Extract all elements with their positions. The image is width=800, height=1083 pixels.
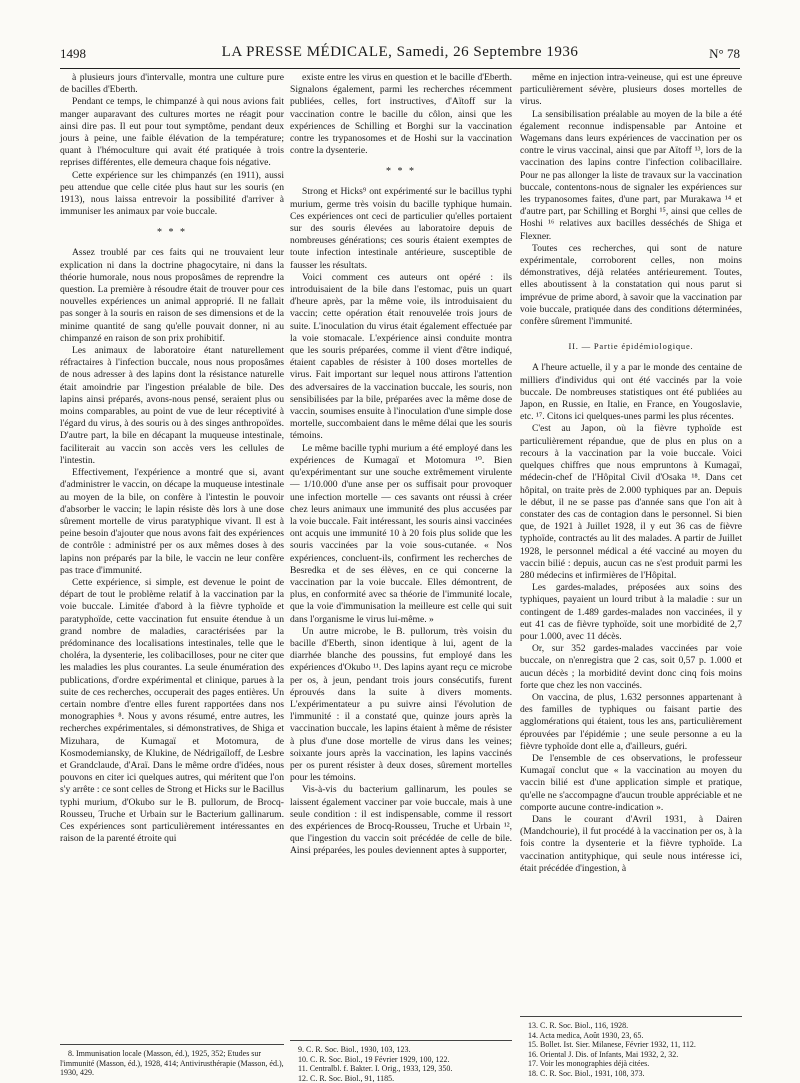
- column-3: [520, 72, 742, 875]
- page-header: [60, 44, 740, 69]
- footnote: 11. Centralbl. f. Bakter. I. Orig., 1933, 129, 350.: [290, 1064, 512, 1074]
- paragraph: Strong et Hicks⁹ ont expérimenté sur le bacillus typhi murium, germe très voisin du bacille typhique humain. Ces expériences ont ceci de particulier qu'elles portaient sur des souris élevées au laboratoire depuis de nombreuses générations; ces souris étaient exemptes de toute infection intestinale antérieure, susceptible de fausser les résultats.: [290, 186, 512, 271]
- page-number: 1498: [60, 46, 86, 62]
- footnote: 15. Bollet. Ist. Sier. Milanese, Février 1932, 11, 112.: [520, 1040, 742, 1050]
- footnote: 17. Voir les monographies déjà citées.: [520, 1059, 742, 1069]
- paragraph: existe entre les virus en question et le bacille d'Eberth. Signalons également, parmi les recherches récemment publiées, celles, fort instructives, d'Aïtoff sur la vaccination contre le bacille du côlon, ainsi que les expériences de Schilling et Borghi sur la vaccination contre les trypanosomes et de Hoshi sur la vaccination contre la dysenterie.: [290, 72, 512, 157]
- column-2: [290, 72, 512, 858]
- column-1: [60, 72, 284, 845]
- paragraph: Cette expérience, si simple, est devenue le point de départ de tout le problème relatif à la vaccination par la voie buccale. Limitée d'abord à la fièvre typhoïde et paratyphoïde, cette vaccination fut ensuite étendue à un grand nombre de maladies, caractérisées par la prédominance des localisations intestinales, telle que le choléra, la dysenterie, les colibacilloses, pour ne citer que les maladies les plus courantes. La seule énumération des publications, d'ordre expérimental et clinique, parues à la suite de ces recherches, occuperait des pages entières. Un certain nombre d'entre elles furent rapportées dans nos monographies ⁸. Nous y avons résumé, entre autres, les recherches expérimentales, si démonstratives, de Shiga et Mizuhara, de Kumagaï et Motomura, de Kosmodemiansky, de Klukine, de Nédrigaïloff, de Lesbre et Grandclaude, d'Araï. Dans le même ordre d'idées, nous pouvons en citer ici quelques autres, qui méritent que l'on s'y arrête : ce sont celles de Strong et Hicks sur le Bacillus typhi murium, d'Okubo sur le B. pullorum, de Brocq-Rousseu, Truche et Urbain sur le Bacterium gallinarum. Ces expériences sont particulièrement intéressantes en raison de la parenté étroite qui: [60, 577, 284, 845]
- footnotes-col-3: [520, 1016, 742, 1078]
- paragraph: De l'ensemble de ces observations, le professeur Kumagaï conclut que « la vaccination au moyen du vaccin bilié est d'une application simple et pratique, qu'elle ne s'accompagne d'aucun trouble appréciable et ne comporte aucune contre-indication ».: [520, 753, 742, 814]
- paragraph: On vaccina, de plus, 1.632 personnes appartenant à des familles de typhiques ou faisant partie des agglomérations qui étaient, tous les ans, particulièrement éprouvées par l'épidémie ; une seule personne a eu la fièvre typhoïde dont elle a, d'ailleurs, guéri.: [520, 692, 742, 753]
- section-separator: * * *: [290, 167, 512, 176]
- paragraph: à plusieurs jours d'intervalle, montra une culture pure de bacilles d'Eberth.: [60, 72, 284, 96]
- paragraph: Le même bacille typhi murium a été employé dans les expériences de Kumagaï et Motomura ¹⁰. Bien qu'expérimentant sur une souche extrêmement virulente — 1/10.000 d'une anse per os suffisait pour provoquer une infection mortelle — ces savants ont réussi à créer chez leurs animaux une immunité des plus accusées par la voie buccale. Fait intéressant, les souris ainsi vaccinées ont acquis une immunité 10 à 20 fois plus solide que les souris vaccinées par la voie sous-cutanée. « Nos expériences, concluent-ils, confirment les recherches de Besredka et de ses élèves, en ce qui concerne la vaccination par la voie buccale. Elles démontrent, de plus, en conformité avec sa théorie de l'immunité locale, que la voie d'immunisation la meilleure est celle qui suit dans l'organisme le virus lui-même. »: [290, 443, 512, 626]
- section-heading: II. — Partie épidémiologique.: [520, 340, 742, 352]
- paragraph: Assez troublé par ces faits qui ne trouvaient leur explication ni dans la doctrine phagocytaire, ni dans la théorie humorale, nous nous proposâmes de reprendre la question. La première à résoudre était de trouver pour ces nouvelles expériences un animal approprié. Il ne fallait pas songer à la souris en raison de ses dimensions et de la minime quantité de sang qu'elle pouvait donner, ni au chimpanzé en raison de son prix prohibitif.: [60, 247, 284, 345]
- paragraph: Effectivement, l'expérience a montré que si, avant d'administrer le vaccin, on décape la muqueuse intestinale au moyen de la bile, on confère à l'intestin le pouvoir d'absorber le vaccin; le lapin résiste dès lors à une dose sûrement mortelle de virus paratyphique vivant. Il est à peine besoin d'ajouter que nous avons fait des expériences de contrôle : administré per os aux mêmes doses à des lapins non préparés par la bile, le vaccin ne leur confère pas trace d'immunité.: [60, 467, 284, 577]
- footnote: 9. C. R. Soc. Biol., 1930, 103, 123.: [290, 1045, 512, 1055]
- paragraph: Or, sur 352 gardes-malades vaccinées par voie buccale, on n'enregistra que 2 cas, soit 0,57 p. 1.000 et aucun décès ; la morbidité devint donc cinq fois moins forte que chez les non vaccinés.: [520, 643, 742, 692]
- footnotes-col-1: [60, 1044, 284, 1078]
- footnote: 10. C. R. Soc. Biol., 19 Février 1929, 100, 122.: [290, 1055, 512, 1065]
- paragraph: même en injection intra-veineuse, qui est une épreuve particulièrement sévère, plusieurs doses mortelles de virus.: [520, 72, 742, 109]
- paragraph: Un autre microbe, le B. pullorum, très voisin du bacille d'Eberth, sinon identique à lui, agent de la diarrhée blanche des poussins, fut employé dans les expériences d'Okubo ¹¹. Des lapins ayant reçu ce microbe per os, à jeun, pendant trois jours consécutifs, furent éprouvés dans la suite à divers moments. L'expérimentateur a pu suivre ainsi l'évolution de l'immunité : il a constaté que, quinze jours après la vaccination buccale, les lapins étaient à même de résister à plus d'une dose mortelle de virus dans les veines; soixante jours après la vaccination, les lapins vaccinés per os purent résister à deux doses, sûrement mortelles pour les témoins.: [290, 626, 512, 785]
- paragraph: A l'heure actuelle, il y a par le monde des centaine de milliers d'individus qui ont été vaccinés par la voie buccale. De nombreuses statistiques ont été publiées au Japon, en Russie, en Italie, en France, en Yougoslavie, etc. ¹⁷. Citons ici quelques-unes parmi les plus récentes.: [520, 362, 742, 423]
- footnotes-col-2: [290, 1040, 512, 1083]
- paragraph: C'est au Japon, où la fièvre typhoïde est particulièrement répandue, que de plus en plus on a recours à la vaccination par la voie buccale. Voici quelques chiffres que nous empruntons à Kumagaï, médecin-chef de l'Hôpital Civil d'Osaka ¹⁸. Dans cet hôpital, on traite près de 2.000 typhiques par an. Depuis le début, il ne se passe pas d'année sans que l'on ait à constater des cas de contagion dans le personnel. Si bien que, de 1921 à Juillet 1928, il y eut 36 cas de fièvre typhoïde, contractés au lit des malades. A partir de Juillet 1928, le personnel médical a été vacciné au moyen du vaccin bilié : depuis, aucun cas ne s'est produit parmi les 280 médecins et infirmières de l'Hôpital.: [520, 423, 742, 582]
- footnote: 12. C. R. Soc. Biol., 91, 1185.: [290, 1074, 512, 1083]
- section-separator: * * *: [60, 228, 284, 237]
- journal-title: LA PRESSE MÉDICALE, Samedi, 26 Septembre 1936: [60, 44, 740, 61]
- paragraph: Voici comment ces auteurs ont opéré : ils introduisaient de la bile dans l'estomac, puis un quart d'heure après, par la même voie, ils introduisaient du vaccin; cette opération était renouvelée trois jours de suite. L'inoculation du virus était également effectuée par la voie stomacale. L'expérience ainsi conduite montra que les souris préparées, comme il vient d'être indiqué, étaient capables de résister à 100 doses mortelles de virus. Fait important sur lequel nous attirons l'attention des adversaires de la vaccination buccale, les souris, non sensibilisées par la bile, préparées avec la même dose de vaccin, soumises ensuite à l'inoculation d'une simple dose mortelle, succombaient dans le même délai que les souris témoins.: [290, 272, 512, 443]
- footnote: 8. Immunisation locale (Masson, éd.), 1925, 352; Etudes sur l'immunité (Masson, éd.), 1928, 414; Antivirusthérapie (Masson, éd.), 1930, 429.: [60, 1049, 284, 1078]
- footnote: 14. Acta medica, Août 1930, 23, 65.: [520, 1031, 742, 1041]
- paragraph: Vis-à-vis du bacterium gallinarum, les poules se laissent également vacciner par voie buccale, mais à une seule condition : il est indispensable, comme il ressort des expériences de Brocq-Rousseu, Truche et Urbain ¹², que l'ingestion du vaccin soit précédée de celle de bile. Ainsi préparées, les poules deviennent aptes à supporter,: [290, 784, 512, 857]
- paragraph: Cette expérience sur les chimpanzés (en 1911), aussi peu attendue que celle citée plus haut sur les souris (en 1913), nous laissa entrevoir la possibilité d'arriver à immuniser les animaux par voie buccale.: [60, 170, 284, 219]
- footnote: 18. C. R. Soc. Biol., 1931, 108, 373.: [520, 1069, 742, 1079]
- paragraph: Dans le courant d'Avril 1931, à Dairen (Mandchourie), il fut procédé à la vaccination per os, à la fois contre la dysenterie et la fièvre typhoïde. La vaccination antityphique, qui seule nous intéresse ici, était précédée d'ingestion, à: [520, 814, 742, 875]
- paragraph: Les animaux de laboratoire étant naturellement réfractaires à l'infection buccale, nous nous proposâmes de nous adresser à des lapins dont la résistance naturelle était amoindrie par l'ingestion préalable de bile. Des lapins ainsi préparés, avons-nous pensé, seraient plus ou moins comparables, au point de vue de leur réceptivité à l'égard du virus, à des souris ou à des singes anthropoïdes. D'autre part, la bile en décapant la muqueuse intestinale, faciliterait au vaccin son accès vers les cellules de l'intestin.: [60, 345, 284, 467]
- footnote: 13. C. R. Soc. Biol., 116, 1928.: [520, 1021, 742, 1031]
- paragraph: Les gardes-malades, préposées aux soins des typhiques, payaient un lourd tribut à la maladie : sur un contingent de 1.489 gardes-malades non vaccinées, il y eut 41 cas de fièvre typhoïde, soit une morbidité de 2,7 pour 1.000, avec 11 décès.: [520, 582, 742, 643]
- issue-number: N° 78: [709, 46, 740, 62]
- footnote: 16. Oriental J. Dis. of Infants, Mai 1932, 2, 32.: [520, 1050, 742, 1060]
- paragraph: Toutes ces recherches, qui sont de nature expérimentale, corroborent celles, non moins démonstratives, déjà relatées antérieurement. Toutes, elles aboutissent à la constatation qui nous parut si imprévue de prime abord, à savoir que la vaccination par voie buccale, pratiquée dans des conditions déterminées, confère sûrement l'immunité.: [520, 243, 742, 328]
- paragraph: La sensibilisation préalable au moyen de la bile a été également reconnue indispensable par Antoine et Wagemans dans leurs expériences de vaccination per os contre le virus vaccinal, ainsi que par Aïtoff ¹³, lors de la vaccination des lapins contre l'infection colibacillaire. Pour ne pas allonger la liste de travaux sur la vaccination buccale, contentons-nous de signaler les expériences sur les trypanosomes faites, d'une part, par Murakawa ¹⁴ et d'autre part, par Schilling et Borghi ¹⁵, ainsi que celles de Hoshi ¹⁶ relatives aux bacilles desséchés de Shiga et Flexner.: [520, 109, 742, 243]
- paragraph: Pendant ce temps, le chimpanzé à qui nous avions fait manger auparavant des cultures mortes ne réagit pour ainsi dire pas. Il eut pour tout symptôme, pendant deux jours à peine, une faible élévation de la température; quant à l'hémoculture qui avait été pratiquée à trois reprises différentes, elle demeura chaque fois négative.: [60, 96, 284, 169]
